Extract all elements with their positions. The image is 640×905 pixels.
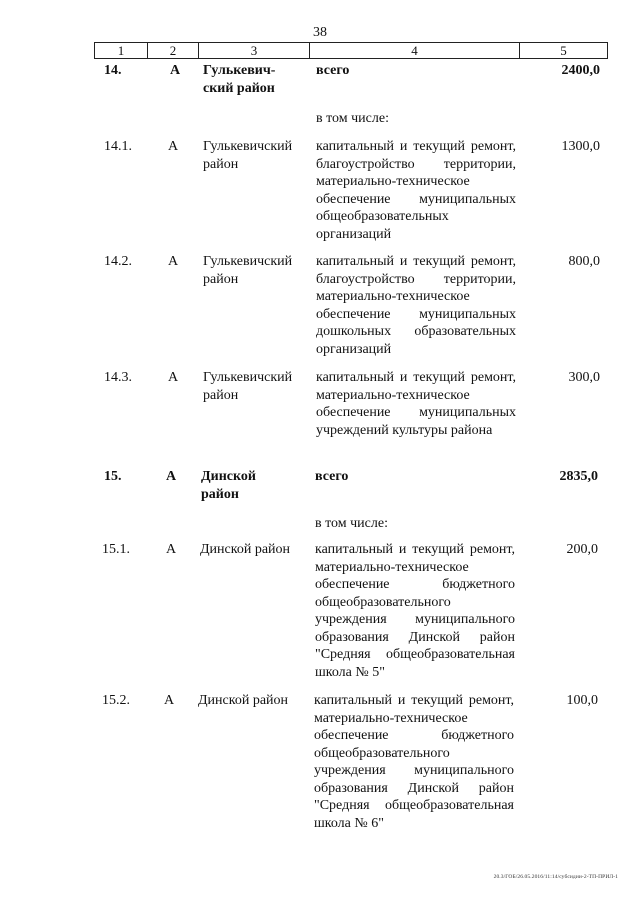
row-category: А	[168, 254, 179, 269]
row-number: 14.3.	[104, 370, 132, 385]
header-col-3: 3	[199, 43, 310, 58]
row-amount: 300,0	[568, 370, 600, 385]
table-header-row	[94, 42, 608, 59]
row-description: всего	[316, 63, 350, 78]
row-district: Гулькевичский район	[203, 370, 293, 403]
row-number: 15.1.	[102, 542, 130, 557]
row-description: капитальный и текущий ремонт, благоустройство территории, материально-техническое обеспечение муниципальных дошкольных образовательных организаций	[316, 254, 516, 357]
row-amount: 1300,0	[561, 139, 600, 154]
subtotal-label: в том числе:	[315, 516, 388, 531]
row-amount: 100,0	[566, 693, 598, 708]
row-description: капитальный и текущий ремонт, материально-техническое обеспечение бюджетного общеобразовательного учреждения муниципального образования Динской район "Средняя общеобразовательная школа № 5"	[315, 542, 515, 680]
row-category: А	[170, 63, 181, 78]
row-category: А	[168, 370, 179, 385]
row-district: Динской район	[198, 693, 289, 708]
row-category: А	[166, 542, 177, 557]
header-col-4: 4	[310, 43, 520, 58]
row-district: Динской район	[201, 469, 256, 502]
row-district: Гулькевичский район	[203, 139, 293, 172]
row-number: 14.	[104, 63, 122, 78]
row-number: 15.2.	[102, 693, 130, 708]
row-amount: 800,0	[568, 254, 600, 269]
page-number: 38	[313, 25, 327, 40]
row-number: 14.2.	[104, 254, 132, 269]
row-district: Гулькевичский район	[203, 254, 293, 287]
header-col-5: 5	[560, 43, 567, 58]
header-col-2: 2	[148, 43, 199, 58]
row-number: 15.	[104, 469, 122, 484]
subtotal-label: в том числе:	[316, 111, 389, 126]
row-description: капитальный и текущий ремонт, материально-техническое обеспечение муниципальных учреждений культуры района	[316, 370, 516, 438]
row-category: А	[166, 469, 177, 484]
document-footer-code: 20.3/ГОБ/26.05.2016/11:14/субсидии-2-ТП-ПРИЛ-1	[493, 874, 618, 880]
row-district: Динской район	[200, 542, 291, 557]
header-col-1: 1	[95, 43, 148, 58]
row-amount: 2835,0	[559, 469, 598, 484]
row-district: Гулькевич-ский район	[203, 63, 276, 96]
row-description: капитальный и текущий ремонт, благоустройство территории, материально-техническое обеспечение муниципальных общеобразовательных организаций	[316, 139, 516, 242]
row-category: А	[164, 693, 175, 708]
row-description: всего	[315, 469, 349, 484]
row-number: 14.1.	[104, 139, 132, 154]
row-amount: 2400,0	[561, 63, 600, 78]
row-description: капитальный и текущий ремонт, материально-техническое обеспечение бюджетного общеобразовательного учреждения муниципального образования Динской район "Средняя общеобразовательная школа № 6"	[314, 693, 514, 831]
row-category: А	[168, 139, 179, 154]
row-amount: 200,0	[566, 542, 598, 557]
